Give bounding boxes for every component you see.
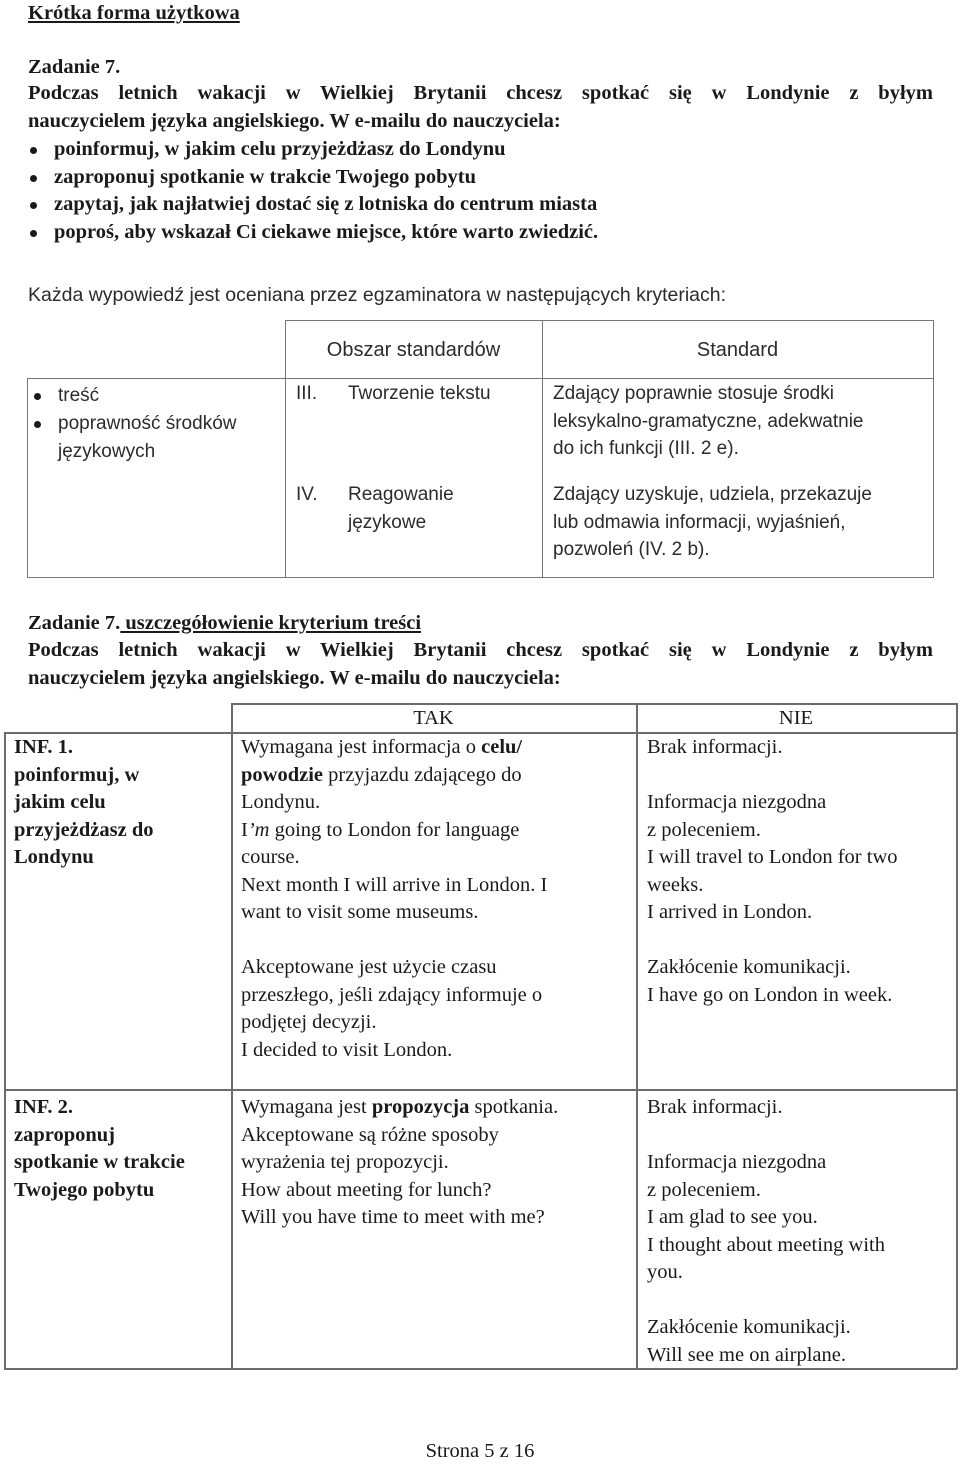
inf2-tak-text: spotkania. (469, 1096, 559, 1118)
inf2-label-line: spotkanie w trakcie (14, 1151, 185, 1173)
inf2-nie (647, 1094, 953, 1369)
criteria-row1-standard-line: Zdający poprawnie stosuje środki (553, 383, 834, 404)
criteria-row2-area (348, 481, 454, 536)
inf2-nie-line: I am glad to see you. (647, 1206, 818, 1228)
task-bullet-3: zapytaj, jak najłatwiej dostać się z lotniska do centrum miasta (28, 191, 598, 219)
inf2-label (14, 1094, 228, 1204)
inf2-nie-line: Informacja niezgodna (647, 1151, 827, 1173)
inf2-nie-line: Will see me on airplane. (647, 1343, 846, 1366)
criteria-row2-standard-line: Zdający uzyskuje, udziela, przekazuje (553, 484, 872, 505)
criteria-item-correctness-cont: językowych (58, 441, 156, 462)
criteria-row1-area: Tworzenie tekstu (348, 383, 491, 404)
task-bullet-1: poinformuj, w jakim celu przyjeżdżasz do Londynu (28, 136, 598, 164)
inf1-label (14, 734, 228, 872)
inf2-nie-line: z poleceniem. (647, 1178, 761, 1201)
inf1-label-line: poinformuj, w (14, 763, 140, 786)
criteria-row2-standard-line: pozwoleń (IV. 2 b). (553, 539, 710, 560)
inf2-nie-line: you. (647, 1261, 683, 1283)
task-bullet-4: poproś, aby wskazał Ci ciekawe miejsce, które warto zwiedzić. (28, 219, 598, 247)
inf1-label-line: Londynu (14, 846, 94, 868)
inf2-tak-req (241, 1094, 633, 1122)
criteria-row1-standard-line: leksykalno-gramatyczne, adekwatnie (553, 410, 864, 432)
task-intro-line2: nauczycielem języka angielskiego. W e-mailu do nauczyciela: (28, 109, 561, 132)
detail-intro-line1: Podczas letnich wakacji w Wielkiej Brytanii chcesz spotkać się w Londynie z byłym (28, 639, 933, 661)
inf2-nie-line: I thought about meeting with (647, 1233, 885, 1256)
inf1-tak-past-note: podjętej decyzji. (241, 1011, 377, 1033)
inf2-tak-bold: propozycja (371, 1096, 470, 1118)
inf2-tak-line: Will you have time to meet with me? (241, 1206, 545, 1228)
criteria-row2-area-line: językowe (348, 511, 427, 533)
task-intro-line1: Podczas letnich wakacji w Wielkiej Brytanii chcesz spotkać się w Londynie z byłym (28, 82, 933, 104)
inf1-tak-italic: ’m (247, 818, 270, 841)
inf1-tak-text: Londynu. (241, 791, 321, 813)
section-heading: Krótka forma użytkowa (28, 2, 240, 24)
inf1-tak-text: going to London for language (269, 818, 520, 841)
criteria-row2-standard-line: lub odmawia informacji, wyjaśnień, (553, 511, 846, 533)
criteria-list (32, 382, 282, 437)
inf1-tak-bold: powodzie (241, 763, 323, 786)
criteria-row2-standard (553, 481, 872, 564)
inf1-tak-text: Wymagana jest informacja o (241, 736, 482, 758)
inf1-label-line: przyjeżdżasz do (14, 818, 154, 841)
inf1-nie-line: z poleceniem. (647, 818, 761, 841)
inf2-tak-text: Wymagana jest (241, 1096, 372, 1118)
criteria-item-content: treść (32, 382, 282, 410)
criteria-table (27, 320, 934, 578)
inf1-tak-bold: celu/ (481, 736, 523, 758)
inf2-tak-line: Akceptowane są różne sposoby (241, 1123, 499, 1146)
task-intro (28, 80, 933, 135)
inf1-tak-text: course. (241, 846, 300, 868)
criteria-row1-standard (553, 380, 864, 463)
inf1-tak-example2: Next month I will arrive in London. I (241, 873, 548, 896)
inf1-label-line: INF. 1. (14, 736, 74, 758)
criteria-intro: Każda wypowiedź jest oceniana przez egzaminatora w następujących kryteriach: (28, 284, 727, 306)
inf1-tak-past-example: I decided to visit London. (241, 1038, 453, 1061)
criteria-row2-area-line: Reagowanie (348, 484, 454, 505)
inf2-tak-line: How about meeting for lunch? (241, 1178, 492, 1201)
criteria-header-area: Obszar standardów (326, 339, 501, 361)
page-footer: Strona 5 z 16 (425, 1440, 535, 1462)
detail-title (28, 610, 421, 638)
inf2-nie-line: Brak informacji. (647, 1096, 783, 1118)
detail-intro (28, 637, 933, 692)
detail-title-prefix: Zadanie 7. (28, 612, 121, 634)
inf1-nie-line: Brak informacji. (647, 736, 783, 758)
inf2-tak-line: wyrażenia tej propozycji. (241, 1151, 449, 1173)
inf1-tak-past-note: przeszłego, jeśli zdający informuje o (241, 983, 543, 1006)
task-bullet-2: zaproponuj spotkanie w trakcie Twojego pobytu (28, 164, 598, 192)
inf1-nie-line: weeks. (647, 873, 704, 896)
detail-table (4, 703, 957, 1369)
criteria-row1-num: III. (296, 383, 318, 404)
inf1-tak-req-line2 (241, 762, 633, 790)
inf1-nie-line: I will travel to London for two (647, 846, 898, 868)
inf1-tak-text: przyjazdu zdającego do (323, 763, 522, 786)
criteria-row2-num: IV. (296, 484, 318, 505)
detail-title-rest: uszczegółowienie kryterium treści (120, 612, 422, 634)
inf1-tak (241, 734, 633, 1064)
inf2-nie-line: Zakłócenie komunikacji. (647, 1316, 851, 1338)
inf1-nie-line: I have go on London in week. (647, 983, 893, 1006)
criteria-header-standard: Standard (696, 339, 779, 361)
column-tak: TAK (413, 707, 454, 729)
inf1-nie-line: Zakłócenie komunikacji. (647, 956, 851, 978)
detail-intro-line2: nauczycielem języka angielskiego. W e-mailu do nauczyciela: (28, 666, 561, 689)
inf1-nie (647, 734, 953, 1009)
inf2-label-line: Twojego pobytu (14, 1178, 155, 1201)
criteria-item-correctness: poprawność środków (32, 410, 282, 438)
inf2-label-line: INF. 2. (14, 1096, 74, 1118)
task-title: Zadanie 7. (28, 56, 121, 78)
inf1-nie-line: I arrived in London. (647, 901, 813, 923)
inf2-tak (241, 1094, 633, 1232)
inf1-tak-example2: want to visit some museums. (241, 901, 479, 923)
criteria-row1-standard-line: do ich funkcji (III. 2 e). (553, 438, 739, 459)
inf1-tak-past-note: Akceptowane jest użycie czasu (241, 956, 497, 978)
inf1-label-line: jakim celu (14, 791, 106, 813)
inf1-tak-text: I (241, 818, 248, 841)
inf1-tak-req-line1 (241, 734, 633, 762)
inf1-tak-example1 (241, 817, 633, 845)
inf1-nie-line: Informacja niezgodna (647, 791, 827, 813)
inf2-label-line: zaproponuj (14, 1123, 116, 1146)
column-nie: NIE (778, 707, 814, 729)
task-bullet-list (28, 136, 598, 246)
